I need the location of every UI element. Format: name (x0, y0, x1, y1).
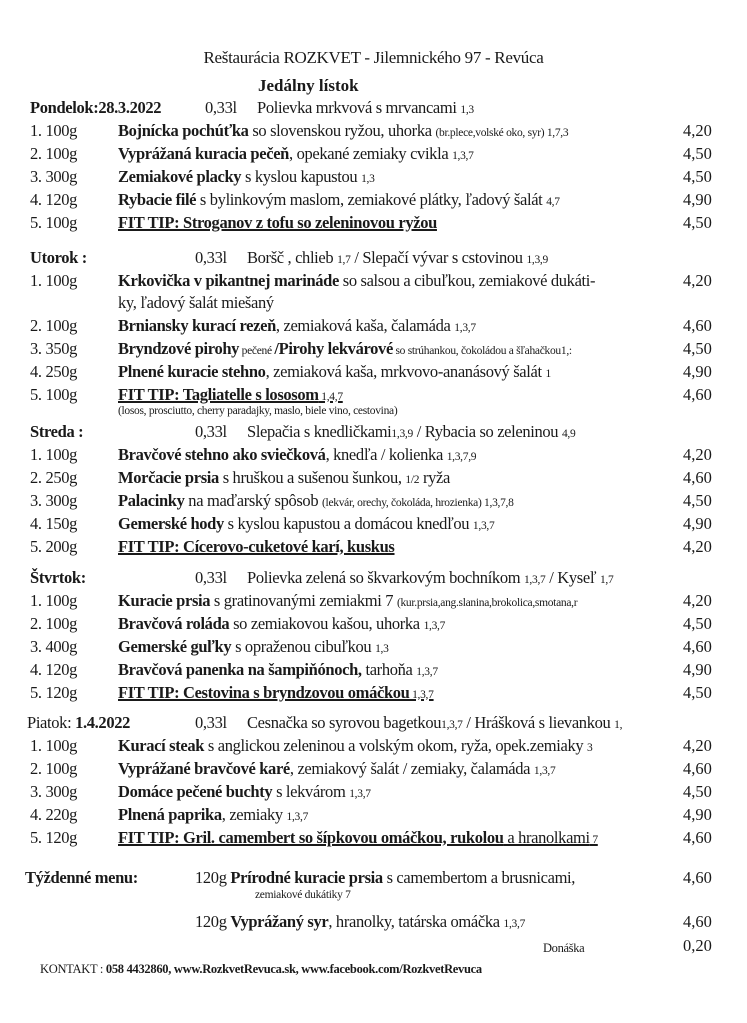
menu-item (30, 121, 568, 143)
text-segment: Bravčové stehno ako sviečková (118, 445, 326, 464)
soup-quantity: 0,33l (195, 422, 227, 441)
weekly-item-price: 4,60 (683, 912, 712, 931)
day-label (30, 98, 161, 117)
text-segment: / Rybacia so zeleninou (412, 422, 562, 441)
text-segment: Vyprážaná kuracia pečeň (118, 144, 290, 163)
item-number-weight: 1. 100g (30, 736, 78, 755)
text-segment: s opraženou cibuľkou (231, 637, 376, 656)
text-segment: , zemiaky (221, 805, 287, 824)
text-segment: s camembertom a brusnicami, (382, 868, 576, 887)
text-segment: 1,3 (375, 643, 389, 655)
text-segment: ky, ľadový šalát miešaný (118, 293, 274, 312)
item-number-weight: 5. 120g (30, 828, 78, 847)
text-segment: 1/2 (405, 474, 420, 486)
text-segment: Zemiakové placky (118, 167, 242, 186)
item-number-weight: 4. 120g (30, 190, 78, 209)
menu-item (30, 683, 434, 705)
text-segment: 1, (614, 719, 623, 731)
text-segment: 1,7 (599, 574, 614, 586)
text-segment: Bojnícka pochúťka (118, 121, 249, 140)
text-segment: , zemiaková kaša, mrkvovo-ananásový šalát (265, 362, 546, 381)
item-number-weight: 1. 100g (30, 591, 78, 610)
text-segment: 4,7 (546, 196, 560, 208)
item-number-weight: 2. 100g (30, 144, 78, 163)
text-segment: s gratinovanými zemiakmi 7 (210, 591, 397, 610)
text-segment: ryža (419, 468, 450, 487)
text-segment: Gemerské hody (118, 514, 224, 533)
item-note: (losos, prosciutto, cherry paradajky, maslo, biele vino, cestovina) (118, 405, 398, 417)
item-number-weight: 3. 300g (30, 167, 78, 186)
contact-value: 058 4432860, www.RozkvetRevuca.sk, www.facebook.com/RozkvetRevuca (105, 962, 482, 976)
soup-quantity: 0,33l (205, 98, 237, 117)
menu-item (30, 144, 474, 166)
day-label (30, 568, 86, 587)
text-segment: Polievka zelená so škvarkovým bochníkom (247, 568, 524, 587)
text-segment: Polievka mrkvová s mrvancami (257, 98, 461, 117)
text-segment: Kuracie prsia (118, 591, 211, 610)
menu-item (30, 660, 438, 682)
item-number-weight: 3. 300g (30, 782, 78, 801)
text-segment: so salsou a cibuľkou, zemiakové dukáti- (338, 271, 596, 290)
text-segment: s bylinkovým maslom, zemiakové plátky, ľadový šalát (196, 190, 547, 209)
text-segment: a hranolkami (503, 828, 590, 847)
text-segment: 1,7 (337, 254, 351, 266)
item-price: 4,20 (683, 591, 712, 610)
text-segment: , opekané zemiaky cvikla (289, 144, 453, 163)
text-segment: Slepačia s knedličkami (247, 422, 392, 441)
menu-item-continuation (118, 293, 274, 313)
text-segment: 1 (545, 368, 551, 380)
text-segment: Plnená paprika (118, 805, 222, 824)
text-segment: Bravčová panenka na šampiňónoch, (118, 660, 362, 679)
text-segment: 1,3,9 (391, 428, 413, 440)
text-segment: 1,3,7 (423, 620, 446, 632)
text-segment: s kyslou kapustou a domácou knedľou (223, 514, 473, 533)
menu-item (30, 614, 445, 636)
menu-item (30, 537, 395, 557)
weekly-label: Týždenné menu: (25, 868, 138, 887)
menu-item (30, 782, 371, 804)
item-price: 4,60 (683, 316, 712, 335)
menu-item (30, 362, 551, 384)
text-segment: Prírodné kuracie prsia (230, 868, 383, 887)
menu-item (30, 805, 308, 827)
day-label (30, 422, 83, 441)
text-segment: so slovenskou ryžou, uhorka (248, 121, 436, 140)
menu-item (30, 271, 595, 291)
text-segment: (kur.prsia,ang.slanina,brokolica,smotana,r (396, 597, 578, 609)
weekly-item-continuation: zemiakové dukátiky 7 (255, 889, 351, 901)
text-segment: tarhoňa (361, 660, 417, 679)
day-header (30, 248, 87, 268)
weekly-item-weight: 120g (195, 868, 227, 887)
text-segment: 1,3,7 (503, 918, 526, 930)
weekly-item-weight: 120g (195, 912, 227, 931)
text-segment: 1,4,7 (318, 391, 343, 403)
text-segment: (lekvár, orechy, čokoláda, hrozienka) 1,3,7,8 (322, 497, 514, 509)
text-segment: 1,3,7 (523, 574, 546, 586)
text-segment: , hranolky, tatárska omáčka (328, 912, 504, 931)
item-number-weight: 1. 100g (30, 121, 78, 140)
soup-of-the-day (247, 422, 575, 444)
item-price: 4,50 (683, 167, 712, 186)
item-price: 4,50 (683, 144, 712, 163)
soup-of-the-day (247, 568, 613, 590)
contact-label: KONTAKT : (40, 962, 106, 976)
menu-item (30, 468, 450, 490)
text-segment: s kyslou kapustou (241, 167, 362, 186)
item-price: 4,90 (683, 190, 712, 209)
day-header (30, 98, 161, 118)
restaurant-title: Reštaurácia ROZKVET - Jilemnického 97 - Revúca (203, 48, 544, 67)
text-segment: 1,3,7 (454, 322, 476, 334)
text-segment: FIT TIP: Cícerovo-cuketové karí, kuskus (118, 537, 395, 556)
soup-quantity: 0,33l (195, 713, 227, 732)
text-segment: /Pirohy lekvárové (274, 339, 393, 358)
item-number-weight: 1. 100g (30, 445, 78, 464)
text-segment: 1,3 (460, 104, 474, 116)
menu-item (30, 445, 476, 467)
text-segment: 1,3 (361, 173, 375, 185)
text-segment: 1,3,9 (526, 254, 548, 266)
menu-item (30, 167, 375, 189)
text-segment: so strúhankou, čokoládou a šľahačkou1,: (392, 345, 572, 357)
text-segment: , zemiakový šalát / zemiaky, čalamáda (289, 759, 534, 778)
text-segment: FIT TIP: Stroganov z tofu so zeleninovou ryžou (118, 213, 437, 232)
menu-item (30, 591, 577, 613)
item-price: 4,50 (683, 491, 712, 510)
text-segment: 3 (587, 742, 593, 754)
text-segment: Piatok: (27, 713, 76, 732)
text-segment: 4,9 (561, 428, 576, 440)
text-segment: 1.4.2022 (75, 713, 131, 732)
item-price: 4,20 (683, 271, 712, 290)
item-price: 4,90 (683, 362, 712, 381)
item-price: 4,50 (683, 614, 712, 633)
soup-quantity: 0,33l (195, 248, 227, 267)
soup-quantity: 0,33l (195, 568, 227, 587)
item-price: 4,90 (683, 805, 712, 824)
text-segment: 1,3,7 (409, 689, 434, 701)
item-number-weight: 1. 100g (30, 271, 78, 290)
weekly-item (195, 868, 575, 888)
text-segment: s lekvárom (272, 782, 350, 801)
text-segment: Rybacie filé (118, 190, 197, 209)
text-segment: Štvrtok: (30, 568, 86, 587)
text-segment: s hruškou a sušenou šunkou, (218, 468, 406, 487)
menu-item (30, 316, 476, 338)
text-segment: na maďarský spôsob (184, 491, 323, 510)
contact (40, 962, 482, 977)
item-number-weight: 2. 100g (30, 759, 78, 778)
text-segment: , zemiaková kaša, čalamáda (275, 316, 455, 335)
text-segment: so zemiakovou kašou, uhorka (229, 614, 424, 633)
menu-item (30, 339, 572, 361)
text-segment: Kurací steak (118, 736, 205, 755)
day-label (30, 248, 87, 267)
text-segment: FIT TIP: Tagliatelle s lososom (118, 385, 319, 404)
item-number-weight: 4. 250g (30, 362, 78, 381)
item-price: 4,20 (683, 736, 712, 755)
item-price: 4,90 (683, 514, 712, 533)
text-segment: 1,3,7 (533, 765, 556, 777)
soup-of-the-day (247, 248, 548, 270)
text-segment: Pondelok:28.3.2022 (30, 98, 162, 117)
item-price: 4,20 (683, 121, 712, 140)
menu-item (30, 491, 514, 513)
text-segment: Utorok : (30, 248, 87, 267)
text-segment: / Kyseľ (545, 568, 600, 587)
item-number-weight: 5. 100g (30, 213, 78, 232)
menu-item (30, 736, 592, 758)
item-price: 4,50 (683, 782, 712, 801)
text-segment: FIT TIP: Gril. camembert so šípkovou omáčkou, rukolou (118, 828, 504, 847)
item-number-weight: 3. 300g (30, 491, 78, 510)
item-number-weight: 4. 120g (30, 660, 78, 679)
text-segment: (br.plece,volské oko, syr) 1,7,3 (435, 127, 569, 139)
item-number-weight: 4. 220g (30, 805, 78, 824)
item-number-weight: 2. 100g (30, 614, 78, 633)
soup-of-the-day (257, 98, 474, 120)
weekly-item-price: 4,60 (683, 868, 712, 887)
menu-item (30, 190, 560, 212)
text-segment: / Slepačí vývar s cstovinou (350, 248, 527, 267)
text-segment: Vyprážaný syr (230, 912, 329, 931)
text-segment: Brniansky kurací rezeň (118, 316, 276, 335)
text-segment: Bryndzové pirohy (118, 339, 240, 358)
text-segment: s anglickou zeleninou a volským okom, ryža, opek.zemiaky (204, 736, 588, 755)
text-segment: Krkovička v pikantnej marináde (118, 271, 339, 290)
item-price: 4,90 (683, 660, 712, 679)
text-segment: Morčacie prsia (118, 468, 219, 487)
menu-item (30, 637, 389, 659)
text-segment: Boršč , chlieb (247, 248, 338, 267)
weekly-item (195, 912, 525, 934)
item-number-weight: 3. 350g (30, 339, 78, 358)
day-label (27, 713, 130, 732)
soup-of-the-day (247, 713, 622, 735)
day-header (30, 568, 86, 588)
item-price: 4,20 (683, 445, 712, 464)
text-segment: 1,3,7 (441, 719, 463, 731)
item-number-weight: 2. 250g (30, 468, 78, 487)
item-price: 4,20 (683, 537, 712, 556)
text-segment: Gemerské guľky (118, 637, 232, 656)
day-header (30, 422, 83, 442)
item-price: 4,60 (683, 637, 712, 656)
item-price: 4,60 (683, 468, 712, 487)
day-header (27, 713, 130, 733)
delivery-label: Donáška (543, 941, 585, 955)
text-segment: / Hrášková s lievankou (462, 713, 615, 732)
delivery-price: 0,20 (683, 936, 712, 955)
item-price: 4,50 (683, 683, 712, 702)
item-price: 4,60 (683, 759, 712, 778)
text-segment: Bravčová roláda (118, 614, 230, 633)
text-segment: 1,3,7 (452, 150, 474, 162)
item-price: 4,60 (683, 385, 712, 404)
text-segment: Cesnačka so syrovou bagetkou (247, 713, 442, 732)
menu-item (30, 759, 555, 781)
text-segment: 7 (589, 834, 598, 846)
text-segment: Palacinky (118, 491, 185, 510)
text-segment: 1,3,7 (416, 666, 438, 678)
menu-item (30, 828, 598, 850)
item-price: 4,60 (683, 828, 712, 847)
text-segment: 1,3,7 (349, 788, 371, 800)
text-segment: Streda : (30, 422, 84, 441)
text-segment: pečené (239, 345, 275, 357)
text-segment: Plnené kuracie stehno (118, 362, 266, 381)
text-segment: Domáce pečené buchty (118, 782, 273, 801)
text-segment: Vyprážané bravčové karé (118, 759, 290, 778)
item-number-weight: 2. 100g (30, 316, 78, 335)
text-segment: FIT TIP: Cestovina s bryndzovou omáčkou (118, 683, 410, 702)
text-segment: 1,3,7 (286, 811, 309, 823)
text-segment: 1,3,7,9 (446, 451, 477, 463)
item-number-weight: 5. 100g (30, 385, 78, 404)
text-segment: 1,3,7 (472, 520, 495, 532)
item-number-weight: 5. 200g (30, 537, 78, 556)
menu-title: Jedálny lístok (258, 76, 359, 95)
item-number-weight: 4. 150g (30, 514, 78, 533)
item-number-weight: 3. 400g (30, 637, 78, 656)
menu-item (30, 213, 437, 233)
item-price: 4,50 (683, 213, 712, 232)
item-number-weight: 5. 120g (30, 683, 78, 702)
item-price: 4,50 (683, 339, 712, 358)
text-segment: , knedľa / kolienka (325, 445, 447, 464)
menu-item (30, 514, 494, 536)
